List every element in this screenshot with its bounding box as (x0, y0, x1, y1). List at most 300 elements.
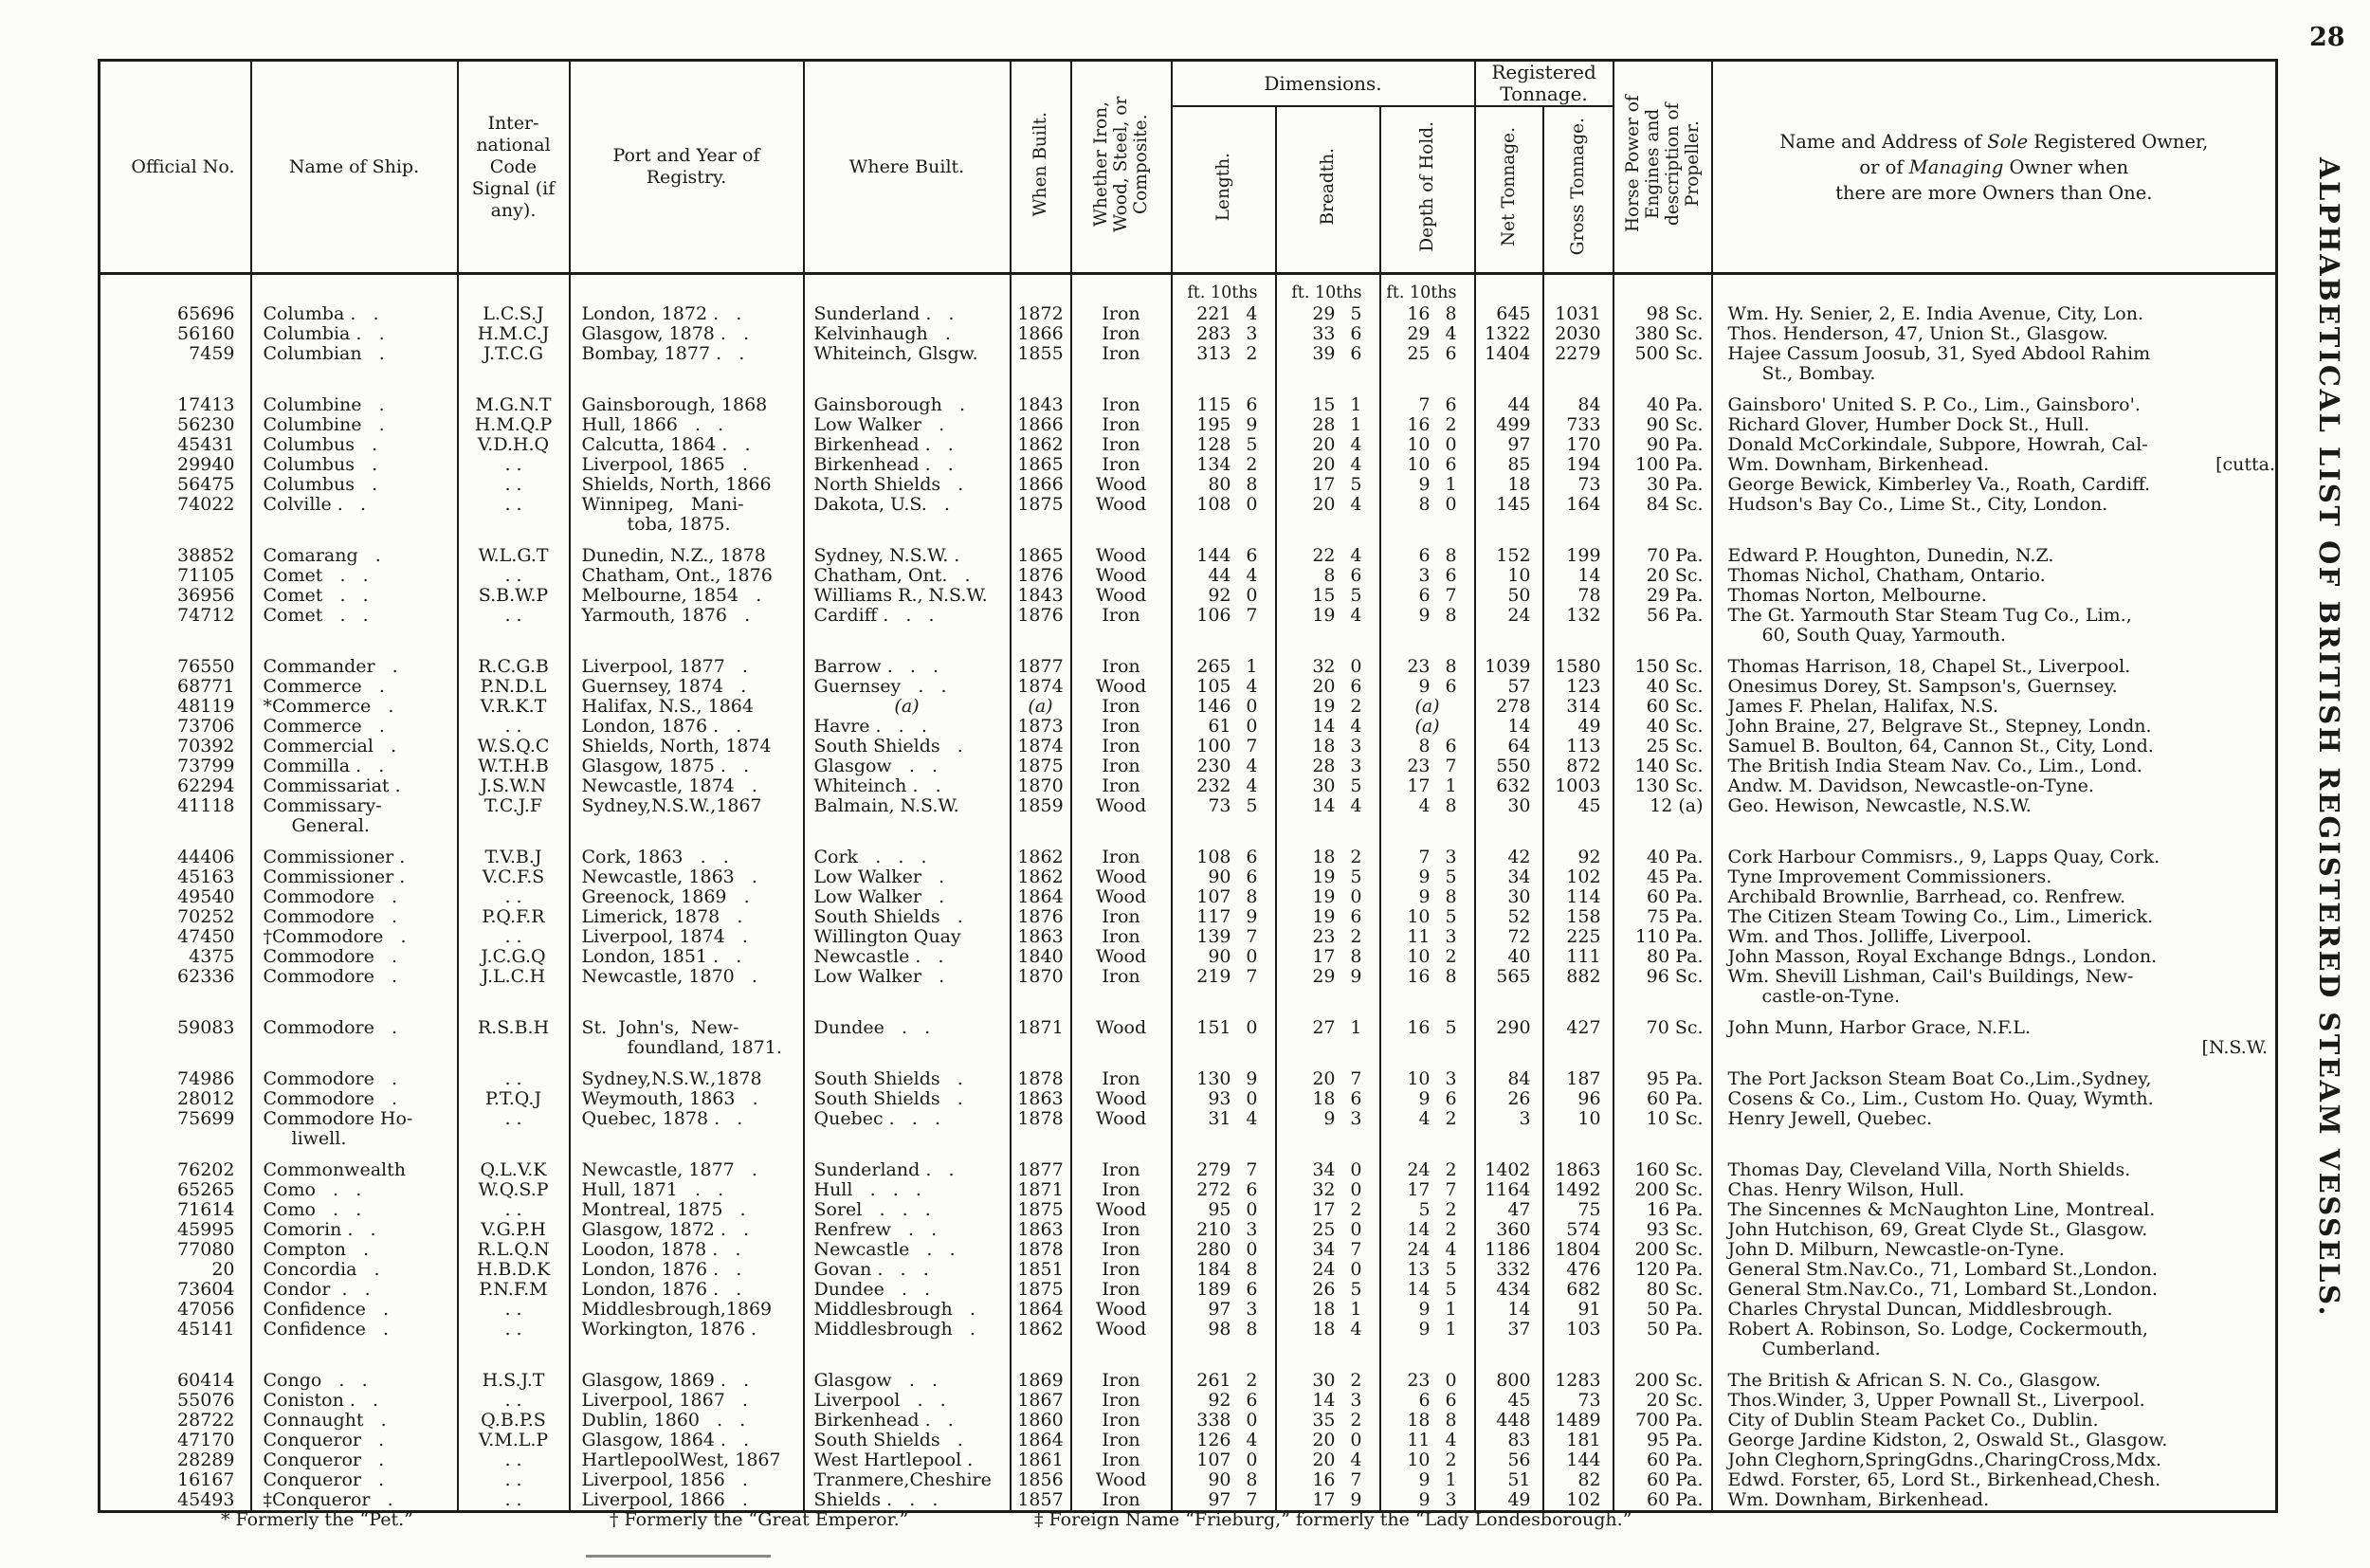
cell-len: 265 1 (1172, 657, 1276, 677)
cell-len: 106 7 (1172, 606, 1276, 646)
cell-hp (1613, 836, 1712, 848)
cell-when: (a) (1011, 697, 1071, 717)
cell-gross: 45 (1543, 796, 1613, 836)
cell-where (804, 384, 1011, 395)
cell-dep: 8 0 (1380, 495, 1475, 535)
cell-gross (1543, 535, 1613, 546)
cell-owner: The British India Steam Nav. Co., Lim., Lond. (1712, 757, 2277, 776)
cell-br: 20 4 (1276, 1450, 1380, 1470)
cell-owner: Hajee Cassum Joosub, 31, Syed Abdool Rahim St., Bombay. (1712, 344, 2277, 384)
cell-hp: 95 Pa. (1613, 1069, 1712, 1089)
cell-mat: Wood (1071, 546, 1172, 566)
cell-port: Gainsborough, 1868 (570, 395, 804, 415)
cell-len: 139 7 (1172, 927, 1276, 947)
cell-gross: 158 (1543, 907, 1613, 927)
cell-no: 62294 (100, 776, 251, 796)
cell-hp: 45 Pa. (1613, 867, 1712, 887)
cell-br: 19 4 (1276, 606, 1380, 646)
cell-code: L.C.S.J (458, 304, 570, 324)
cell-code: R.L.Q.N (458, 1240, 570, 1260)
cell-owner: Onesimus Dorey, St. Sampson's, Guernsey. (1712, 677, 2277, 697)
cell-br: 14 3 (1276, 1391, 1380, 1411)
cell-no: 71614 (100, 1200, 251, 1220)
cell-br: 29 9 (1276, 967, 1380, 1007)
cell-name: Como . . (251, 1180, 458, 1200)
cell-hp: 200 Sc. (1613, 1240, 1712, 1260)
cell-when: 1864 (1011, 887, 1071, 907)
cell-when: 1843 (1011, 395, 1071, 415)
cell-net: 72 (1475, 927, 1543, 947)
cell-gross: 91 (1543, 1300, 1613, 1320)
cell-code (458, 1149, 570, 1160)
cell-code: W.S.Q.C (458, 737, 570, 757)
cell-mat (1071, 1007, 1172, 1018)
cell-br: 19 2 (1276, 697, 1380, 717)
cell-net: 49 (1475, 1490, 1543, 1512)
cell-len: 230 4 (1172, 757, 1276, 776)
cell-no: 45431 (100, 435, 251, 455)
cell-port: Liverpool, 1877 . (570, 657, 804, 677)
cell-port: Bombay, 1877 . . (570, 344, 804, 384)
cell-no: 77080 (100, 1240, 251, 1260)
cell-no: 45163 (100, 867, 251, 887)
cell-hp: 40 Sc. (1613, 717, 1712, 737)
cell-hp: 90 Pa. (1613, 435, 1712, 455)
cell-name: Commilla . . (251, 757, 458, 776)
cell-gross: 73 (1543, 475, 1613, 495)
cell-code: V.D.H.Q (458, 435, 570, 455)
cell-net: 64 (1475, 737, 1543, 757)
cell-dep (1380, 535, 1475, 546)
cell-dep: 9 1 (1380, 1320, 1475, 1359)
cell-net: 44 (1475, 395, 1543, 415)
cell-owner: Richard Glover, Humber Dock St., Hull. (1712, 415, 2277, 435)
header-material (1071, 61, 1172, 274)
cell-br: 15 1 (1276, 395, 1380, 415)
cell-net: 499 (1475, 415, 1543, 435)
cell-code: M.G.N.T (458, 395, 570, 415)
material-label: Whether Iron, Wood, Steel, or Composite. (1091, 96, 1151, 232)
cell-hp: 12 (a) (1613, 796, 1712, 836)
cell-where (804, 535, 1011, 546)
cell-code: W.T.H.B (458, 757, 570, 776)
cell-br: 32 0 (1276, 657, 1380, 677)
cell-net: 434 (1475, 1280, 1543, 1300)
table-row (100, 887, 2277, 907)
table-row (100, 848, 2277, 867)
cell-name (251, 535, 458, 546)
cell-owner: John Munn, Harbor Grace, N.F.L. [N.S.W. (1712, 1018, 2277, 1058)
cell-where (804, 274, 1011, 305)
table-row (100, 1200, 2277, 1220)
cell-dep (1380, 1149, 1475, 1160)
cell-port: Cork, 1863 . . (570, 848, 804, 867)
cell-when: 1878 (1011, 1240, 1071, 1260)
cell-mat: Iron (1071, 1391, 1172, 1411)
cell-dep (1380, 836, 1475, 848)
cell-hp: 200 Sc. (1613, 1180, 1712, 1200)
cell-where: Hull . . . (804, 1180, 1011, 1200)
cell-name: Congo . . (251, 1371, 458, 1391)
cell-dep: 9 6 (1380, 677, 1475, 697)
cell-when: 1840 (1011, 947, 1071, 967)
cell-len: 107 0 (1172, 1450, 1276, 1470)
cell-gross: 78 (1543, 586, 1613, 606)
cell-dep: 29 4 (1380, 324, 1475, 344)
table-row (100, 606, 2277, 646)
table-row (100, 1391, 2277, 1411)
cell-owner: Hudson's Bay Co., Lime St., City, London. (1712, 495, 2277, 535)
cell-when: 1876 (1011, 907, 1071, 927)
cell-code: . . (458, 1450, 570, 1470)
cell-where: Sydney, N.S.W. . (804, 546, 1011, 566)
cell-no: 70392 (100, 737, 251, 757)
cell-where: Havre . . . (804, 717, 1011, 737)
cell-port: Glasgow, 1869 . . (570, 1371, 804, 1391)
table-row (100, 967, 2277, 1007)
header-port-and-year: Port and Year of Registry. (570, 61, 804, 274)
cell-mat: Iron (1071, 1431, 1172, 1450)
cell-no: 73799 (100, 757, 251, 776)
cell-where (804, 1359, 1011, 1371)
cell-mat: Wood (1071, 1200, 1172, 1220)
cell-no: 36956 (100, 586, 251, 606)
cell-code (458, 274, 570, 305)
cell-port: Weymouth, 1863 . (570, 1089, 804, 1109)
cell-br: 20 7 (1276, 1069, 1380, 1089)
cell-hp: 380 Sc. (1613, 324, 1712, 344)
cell-code: P.N.D.L (458, 677, 570, 697)
table-row (100, 1240, 2277, 1260)
cell-no: 38852 (100, 546, 251, 566)
cell-mat: Iron (1071, 1160, 1172, 1180)
cell-net: 50 (1475, 586, 1543, 606)
cell-net: 83 (1475, 1431, 1543, 1450)
cell-hp: 75 Pa. (1613, 907, 1712, 927)
cell-dep: 10 0 (1380, 435, 1475, 455)
cell-mat (1071, 1058, 1172, 1069)
length-label: Length. (1213, 152, 1233, 222)
table-row (100, 1411, 2277, 1431)
cell-dep: 17 1 (1380, 776, 1475, 796)
cell-no: 48119 (100, 697, 251, 717)
cell-name (251, 1058, 458, 1069)
table-row (100, 1431, 2277, 1450)
cell-where: Liverpool . . (804, 1391, 1011, 1411)
cell-net: 30 (1475, 796, 1543, 836)
cell-owner: Thomas Harrison, 18, Chapel St., Liverpool. (1712, 657, 2277, 677)
cell-net (1475, 1058, 1543, 1069)
cell-net: 448 (1475, 1411, 1543, 1431)
cell-where: Cork . . . (804, 848, 1011, 867)
cell-len: 261 2 (1172, 1371, 1276, 1391)
cell-where: Birkenhead . . (804, 455, 1011, 475)
cell-gross: 1031 (1543, 304, 1613, 324)
cell-dep: 10 5 (1380, 907, 1475, 927)
cell-gross: 49 (1543, 717, 1613, 737)
cell-port: London, 1851 . . (570, 947, 804, 967)
cell-no: 45141 (100, 1320, 251, 1359)
cell-port: Melbourne, 1854 . (570, 586, 804, 606)
cell-gross: 2279 (1543, 344, 1613, 384)
cell-code (458, 384, 570, 395)
cell-port: Loodon, 1878 . . (570, 1240, 804, 1260)
cell-br (1276, 1007, 1380, 1018)
cell-where: Dundee . . (804, 1018, 1011, 1058)
cell-no: 17413 (100, 395, 251, 415)
cell-no: 65696 (100, 304, 251, 324)
cell-port: Liverpool, 1866 . (570, 1490, 804, 1512)
cell-net: 24 (1475, 606, 1543, 646)
cell-hp: 84 Sc. (1613, 495, 1712, 535)
cell-dep: 10 2 (1380, 947, 1475, 967)
cell-net (1475, 535, 1543, 546)
cell-len: 31 4 (1172, 1109, 1276, 1149)
cell-port: Newcastle, 1863 . (570, 867, 804, 887)
cell-no: 75699 (100, 1109, 251, 1149)
cell-when: 1874 (1011, 677, 1071, 697)
cell-code: . . (458, 887, 570, 907)
cell-br: 18 3 (1276, 737, 1380, 757)
cell-code: Q.L.V.K (458, 1160, 570, 1180)
header-code-signal: Inter-national Code Signal (if any). (458, 61, 570, 274)
header-name-of-ship: Name of Ship. (251, 61, 458, 274)
cell-gross: 96 (1543, 1089, 1613, 1109)
cell-dep: 11 4 (1380, 1431, 1475, 1450)
cell-when (1011, 1149, 1071, 1160)
cell-code: . . (458, 606, 570, 646)
cell-dep: 6 8 (1380, 546, 1475, 566)
cell-dep: 23 8 (1380, 657, 1475, 677)
cell-gross: 314 (1543, 697, 1613, 717)
cell-port: Shields, North, 1874 (570, 737, 804, 757)
cell-len: 92 0 (1172, 586, 1276, 606)
cell-gross: 199 (1543, 546, 1613, 566)
cell-hp (1613, 1359, 1712, 1371)
cell-owner: George Jardine Kidston, 2, Oswald St., Glasgow. (1712, 1431, 2277, 1450)
cell-len: 100 7 (1172, 737, 1276, 757)
cell-gross (1543, 274, 1613, 305)
cell-len: 97 7 (1172, 1490, 1276, 1512)
cell-net: 1039 (1475, 657, 1543, 677)
cell-gross: 476 (1543, 1260, 1613, 1280)
cell-where: Glasgow . . (804, 1371, 1011, 1391)
cell-net: 800 (1475, 1371, 1543, 1391)
cell-br: 18 1 (1276, 1300, 1380, 1320)
cell-no: 28722 (100, 1411, 251, 1431)
cell-when: 1863 (1011, 1220, 1071, 1240)
cell-port (570, 646, 804, 657)
cell-where: Newcastle . . (804, 1240, 1011, 1260)
cell-code: W.Q.S.P (458, 1180, 570, 1200)
cell-when: 1870 (1011, 967, 1071, 1007)
cell-port (570, 535, 804, 546)
cell-code: . . (458, 1300, 570, 1320)
cell-code: H.M.Q.P (458, 415, 570, 435)
when-built-label: When Built. (1030, 111, 1050, 217)
cell-mat: Iron (1071, 1490, 1172, 1512)
cell-port: London, 1876 . . (570, 717, 804, 737)
scan-smudge-line (586, 1555, 771, 1558)
cell-len: 105 4 (1172, 677, 1276, 697)
cell-where: South Shields . (804, 1431, 1011, 1450)
cell-len: 189 6 (1172, 1280, 1276, 1300)
cell-where: Quebec . . . (804, 1109, 1011, 1149)
cell-mat: Iron (1071, 757, 1172, 776)
cell-name: Confidence . (251, 1300, 458, 1320)
cell-code: J.L.C.H (458, 967, 570, 1007)
cell-br (1276, 646, 1380, 657)
cell-br: 17 9 (1276, 1490, 1380, 1512)
cell-br: 18 6 (1276, 1089, 1380, 1109)
cell-port: St. John's, New- foundland, 1871. (570, 1018, 804, 1058)
cell-hp: 98 Sc. (1613, 304, 1712, 324)
cell-mat: Wood (1071, 1320, 1172, 1359)
cell-hp: 20 Sc. (1613, 566, 1712, 586)
cell-dep: 7 6 (1380, 395, 1475, 415)
cell-code: . . (458, 566, 570, 586)
cell-no: 28289 (100, 1450, 251, 1470)
cell-name (251, 836, 458, 848)
cell-owner (1712, 1359, 2277, 1371)
cell-name: Concordia . (251, 1260, 458, 1280)
cell-when: 1867 (1011, 1391, 1071, 1411)
cell-no: 74986 (100, 1069, 251, 1089)
table-row (100, 697, 2277, 717)
cell-mat: Iron (1071, 415, 1172, 435)
cell-gross (1543, 646, 1613, 657)
cell-port: Glasgow, 1878 . . (570, 324, 804, 344)
cell-dep: 16 8 (1380, 967, 1475, 1007)
cell-net: 26 (1475, 1089, 1543, 1109)
cell-br: 17 5 (1276, 475, 1380, 495)
cell-code: . . (458, 1069, 570, 1089)
cell-where: Williams R., N.S.W. (804, 586, 1011, 606)
cell-when: 1861 (1011, 1450, 1071, 1470)
cell-owner: City of Dublin Steam Packet Co., Dublin. (1712, 1411, 2277, 1431)
cell-hp: 90 Sc. (1613, 415, 1712, 435)
cell-code: P.T.Q.J (458, 1089, 570, 1109)
cell-gross: 1283 (1543, 1371, 1613, 1391)
cell-br: 8 6 (1276, 566, 1380, 586)
cell-net: 645 (1475, 304, 1543, 324)
cell-gross: 102 (1543, 867, 1613, 887)
cell-net: 14 (1475, 1300, 1543, 1320)
cell-owner: John Masson, Royal Exchange Bdngs., London. (1712, 947, 2277, 967)
cell-owner: Geo. Hewison, Newcastle, N.S.W. (1712, 796, 2277, 836)
cell-name: Commodore . (251, 947, 458, 967)
cell-hp: 80 Pa. (1613, 947, 1712, 967)
cell-net: 97 (1475, 435, 1543, 455)
cell-mat: Iron (1071, 967, 1172, 1007)
cell-owner: Andw. M. Davidson, Newcastle-on-Tyne. (1712, 776, 2277, 796)
cell-owner: Thomas Norton, Melbourne. (1712, 586, 2277, 606)
cell-no: 73604 (100, 1280, 251, 1300)
cell-owner (1712, 836, 2277, 848)
cell-br: 20 4 (1276, 435, 1380, 455)
cell-net: 360 (1475, 1220, 1543, 1240)
cell-when: 1862 (1011, 867, 1071, 887)
cell-code: . . (458, 1391, 570, 1411)
table-row (100, 495, 2277, 535)
cell-code: . . (458, 495, 570, 535)
table-row (100, 1371, 2277, 1391)
cell-br: 20 0 (1276, 1431, 1380, 1450)
cell-mat (1071, 384, 1172, 395)
cell-dep: 4 2 (1380, 1109, 1475, 1149)
cell-dep: 8 6 (1380, 737, 1475, 757)
table-row (100, 435, 2277, 455)
table-row (100, 1260, 2277, 1280)
cell-code: W.L.G.T (458, 546, 570, 566)
header-horse-power (1613, 61, 1712, 274)
cell-br: 20 6 (1276, 677, 1380, 697)
cell-mat: Wood (1071, 566, 1172, 586)
cell-hp: 96 Sc. (1613, 967, 1712, 1007)
group-gap (100, 1359, 2277, 1371)
cell-owner (1712, 1149, 2277, 1160)
cell-no: 62336 (100, 967, 251, 1007)
footnotes (98, 1509, 2275, 1547)
cell-when: 1863 (1011, 927, 1071, 947)
cell-code: T.C.J.F (458, 796, 570, 836)
table-row (100, 546, 2277, 566)
cell-mat: Iron (1071, 606, 1172, 646)
cell-when: 1866 (1011, 324, 1071, 344)
cell-when (1011, 646, 1071, 657)
cell-code: . . (458, 1490, 570, 1512)
cell-owner: The Sincennes & McNaughton Line, Montreal. (1712, 1200, 2277, 1220)
cell-net (1475, 646, 1543, 657)
table-row (100, 1069, 2277, 1089)
cell-br: 39 6 (1276, 344, 1380, 384)
cell-dep: 5 2 (1380, 1200, 1475, 1220)
cell-where: South Shields . (804, 1069, 1011, 1089)
cell-dep: 9 5 (1380, 867, 1475, 887)
cell-owner: Archibald Brownlie, Barrhead, co. Renfrew. (1712, 887, 2277, 907)
cell-net: 1164 (1475, 1180, 1543, 1200)
cell-dep: (a) (1380, 697, 1475, 717)
cell-mat: Iron (1071, 927, 1172, 947)
cell-dep: 9 1 (1380, 1470, 1475, 1490)
cell-owner: [cutta. Wm. Downham, Birkenhead. (1712, 455, 2277, 475)
cell-br: 28 3 (1276, 757, 1380, 776)
cell-net: 37 (1475, 1320, 1543, 1359)
cell-when (1011, 384, 1071, 395)
group-gap (100, 836, 2277, 848)
table-row (100, 776, 2277, 796)
table-row (100, 657, 2277, 677)
cell-code: P.Q.F.R (458, 907, 570, 927)
cell-net: 3 (1475, 1109, 1543, 1149)
cell-br: 30 2 (1276, 1371, 1380, 1391)
table-row (100, 1470, 2277, 1490)
cell-no (100, 535, 251, 546)
cell-no: 47056 (100, 1300, 251, 1320)
cell-port: Glasgow, 1872 . . (570, 1220, 804, 1240)
cell-where: Sunderland . . (804, 304, 1011, 324)
cell-no (100, 646, 251, 657)
cell-dep: 9 8 (1380, 887, 1475, 907)
cell-mat: Iron (1071, 1280, 1172, 1300)
cell-where: Willington Quay (804, 927, 1011, 947)
cell-name: Commissariat . (251, 776, 458, 796)
cell-gross: 682 (1543, 1280, 1613, 1300)
cell-port: Workington, 1876 . (570, 1320, 804, 1359)
cell-port: Montreal, 1875 . (570, 1200, 804, 1220)
table-row (100, 796, 2277, 836)
cell-name: Commander . (251, 657, 458, 677)
